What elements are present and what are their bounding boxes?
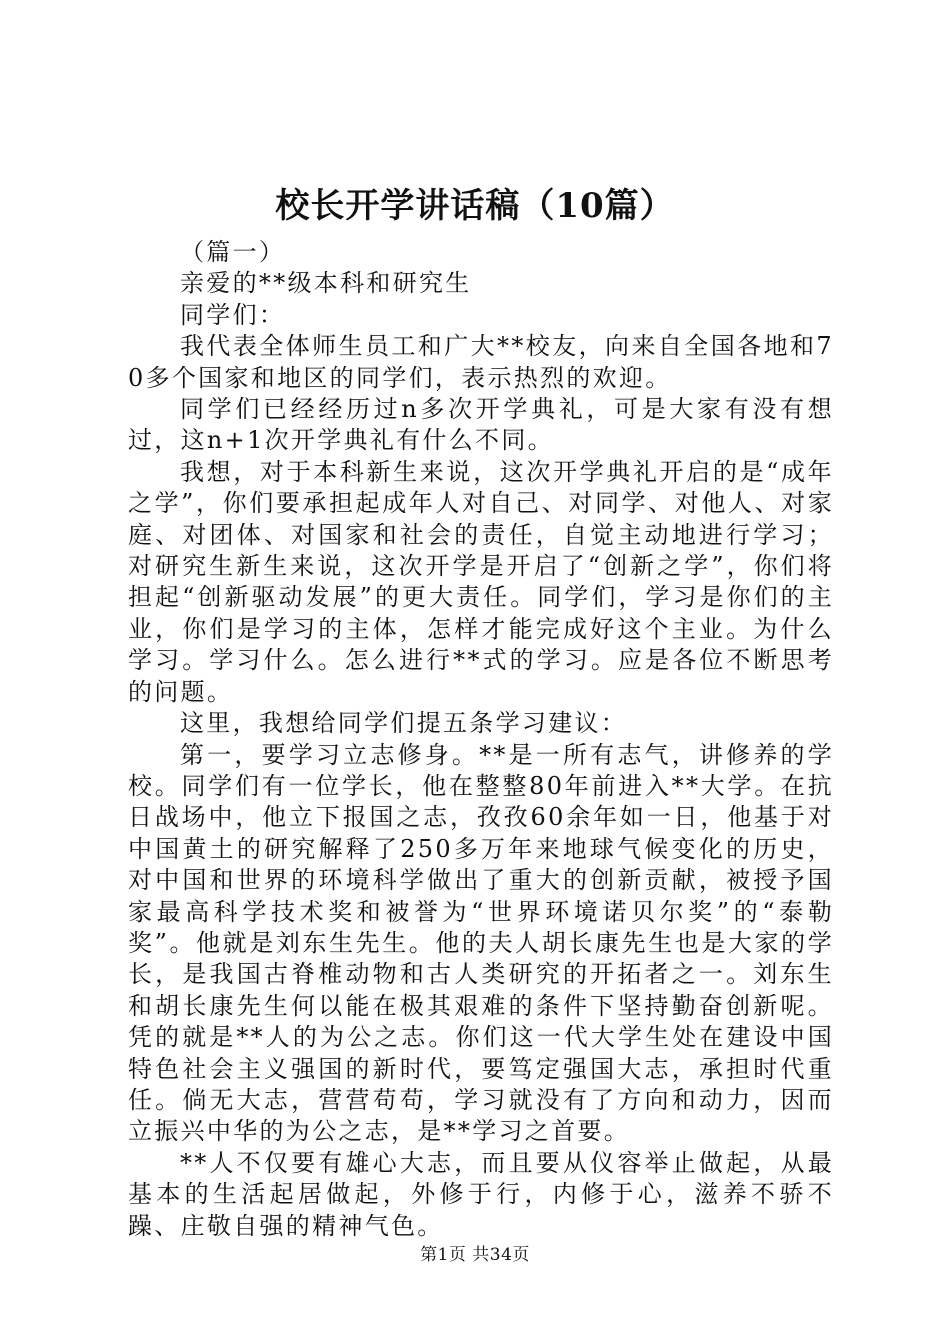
body-paragraph: 我想，对于本科新生来说，这次开学典礼开启的是“成年之学”，你们要承担起成年人对自己、对同学、对他人、对家庭、对团体、对国家和社会的责任，自觉主动地进行学习；对研究生新生来说，这次开学是开启了“创新之学”，你们将担起“创新驱动发展”的更大责任。同学们，学习是你们的主业，你们是学习的主体，怎样才能完成好这个主业。为什么学习。学习什么。怎么进行**式的学习。应是各位不断思考的问题。 <box>128 457 834 706</box>
document-body <box>128 237 834 1242</box>
body-paragraph: 这里，我想给同学们提五条学习建议： <box>180 709 628 738</box>
document-title: 校长开学讲话稿（10篇） <box>275 186 675 226</box>
salutation-line: 亲爱的**级本科和研究生 <box>180 269 472 298</box>
body-paragraph: 第一，要学习立志修身。**是一所有志气，讲修养的学校。同学们有一位学长，他在整整80年前进入**大学。在抗日战场中，他立下报国之志，孜孜60余年如一日，他基于对中国黄土的研究解释了250多万年来地球气候变化的历史，对中国和世界的环境科学做出了重大的创新贡献，被授予国家最高科学技术奖和被誉为“世界环境诺贝尔奖”的“泰勒奖”。他就是刘东生先生。他的夫人胡长康先生也是大家的学长，是我国古脊椎动物和古人类研究的开拓者之一。刘东生和胡长康先生何以能在极其艰难的条件下坚持勤奋创新呢。凭的就是**人的为公之志。你们这一代大学生处在建设中国特色社会主义强国的新时代，要笃定强国大志，承担时代重任。倘无大志，营营苟苟，学习就没有了方向和动力，因而立振兴中华的为公之志，是**学习之首要。 <box>128 740 834 1146</box>
body-paragraph: **人不仅要有雄心大志，而且要从仪容举止做起，从最基本的生活起居做起，外修于行，内修于心，滋养不骄不躁、庄敬自强的精神气色。 <box>128 1148 834 1240</box>
body-paragraph: 同学们已经经历过n多次开学典礼，可是大家有没有想过，这n+1次开学典礼有什么不同。 <box>128 395 834 455</box>
page-number-footer: 第1页 共34页 <box>420 1245 530 1265</box>
salutation-line: 同学们： <box>180 300 286 329</box>
body-paragraph: 我代表全体师生员工和广大**校友，向来自全国各地和70多个国家和地区的同学们，表示热烈的欢迎。 <box>128 332 834 392</box>
section-heading: （篇一） <box>180 238 286 266</box>
